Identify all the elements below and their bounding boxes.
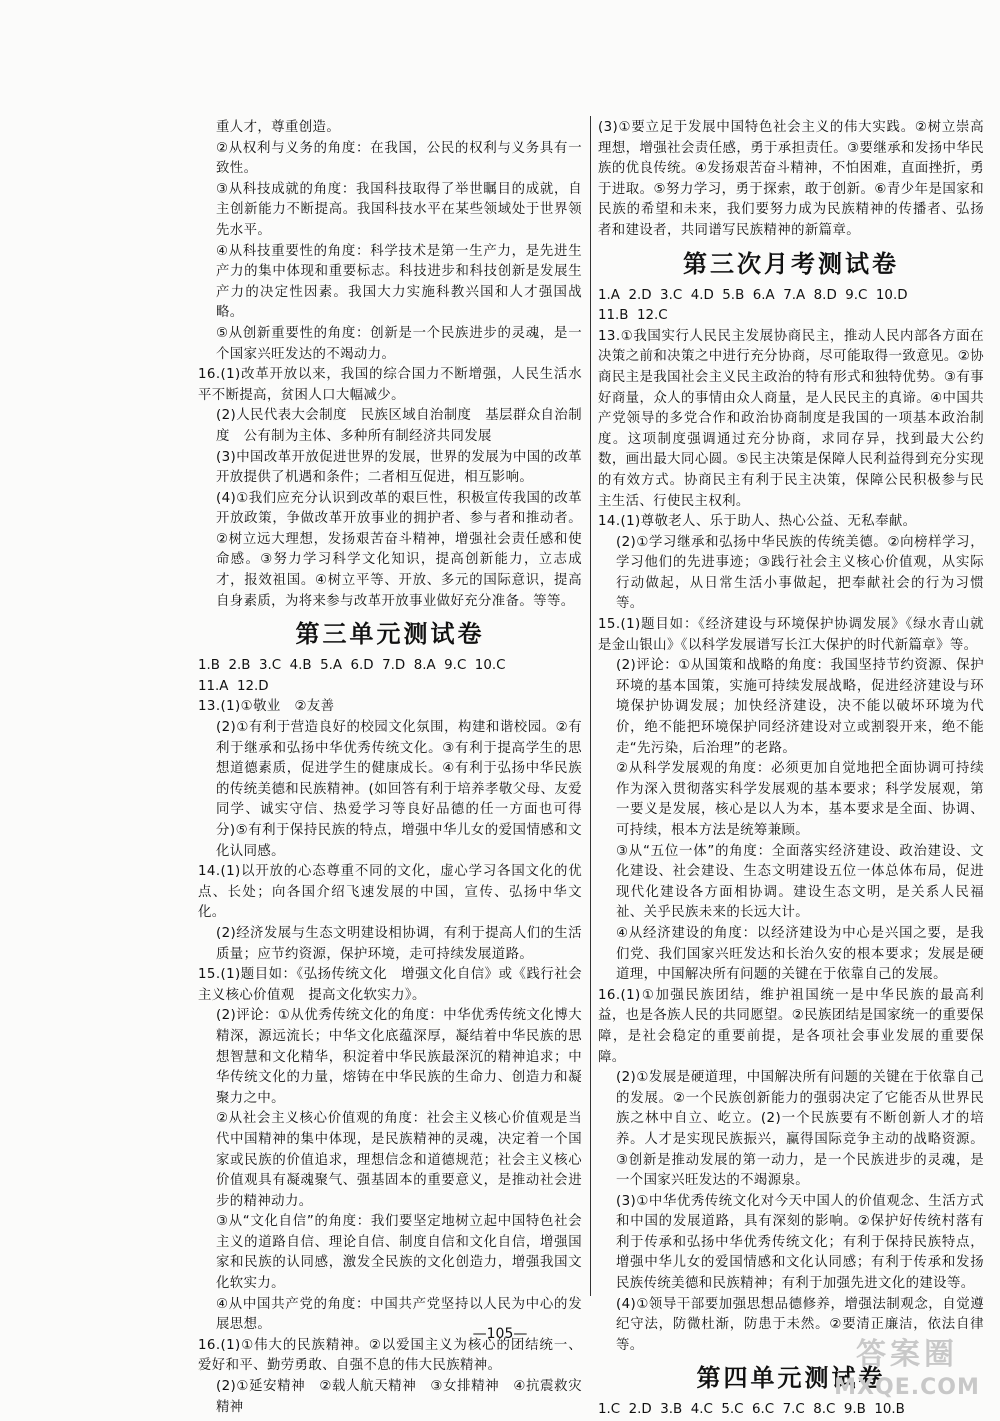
answer-key-line: 11.A 12.D <box>198 678 269 694</box>
paragraph: (4)①我们应充分认识到改革的艰巨性，积极宣传我国的改革开放政策，争做改革开放事业的拥护者、参与者和推动者。②树立远大理想，发扬艰苦奋斗精神，增强社会责任感和使命感。③努力学习科学文化知识，提高创新能力，立志成才，报效祖国。④树立平等、开放、多元的国际意识，提高自身素质，为将来参与改革开放事业做好充分准备。等等。 <box>216 490 582 609</box>
watermark-url: MXQE.COM <box>834 1375 980 1400</box>
paragraph: 重人才，尊重创造。 <box>216 120 341 135</box>
paragraph: (3)①中华优秀传统文化对今天中国人的价值观念、生活方式和中国的发展道路，具有深刻的影响。②保护好传统村落有利于传承和弘扬中华优秀传统文化；有利于保持民族特点，增强中华儿女的爱国情感和文化认同感；有利于传承和发扬民族传统美德和民族精神；有利于加强先进文化的建设等。 <box>616 1193 984 1292</box>
answer-key-line: 11.B 12.C <box>598 308 668 324</box>
paragraph: ②从权利与义务的角度：在我国，公民的权利与义务具有一致性。 <box>216 140 582 177</box>
paragraph: (2)评论：①从优秀传统文化的角度：中华优秀传统文化博大精深，源远流长；中华文化底蕴深厚，凝结着中华民族的思想智慧和文化精华，积淀着中华民族最深沉的精神追求；中华传统文化的力量，熔铸在中华民族的生命力、创造力和凝聚力之中。 <box>216 1008 582 1106</box>
paragraph: 16.(1)①伟大的民族精神。②以爱国主义为核心的团结统一、爱好和平、勤劳勇敢、自强不息的伟大民族精神。 <box>198 1337 582 1374</box>
right-column <box>598 118 984 1421</box>
paragraph: (2)①发展是硬道理，中国解决所有问题的关键在于依靠自己的发展。②一个民族创新能力的强弱决定了它能否从世界民族之林中自立、屹立。(2)一个民族要有不断创新人才的培养。人才是实现民族振兴，赢得国际竞争主动的战略资源。③创新是推动发展的第一动力，是一个民族进步的灵魂，是一个国家兴旺发达的不竭源泉。 <box>616 1070 984 1189</box>
answer-key-line: 1.A 2.D 3.C 4.D 5.B 6.A 7.A 8.D 9.C 10.D <box>598 287 908 303</box>
paragraph: (2)①学习继承和弘扬中华民族的传统美德。②向榜样学习，学习他们的先进事迹；③践行社会主义核心价值观，从实际行动做起，从日常生活小事做起，把奉献社会的行为习惯等。 <box>616 534 984 612</box>
section-heading-exam3: 第三次月考测试卷 <box>683 248 899 278</box>
section-heading-unit4: 第四单元测试卷 <box>696 1363 886 1393</box>
watermark-text: 答案圈 <box>856 1337 958 1372</box>
paragraph: ③从“文化自信”的角度：我们要坚定地树立起中国特色社会主义的道路自信、理论自信、制度自信和文化自信，增强国家和民族的认同感，激发全民族的文化创造力，增强我国文化软实力。 <box>216 1214 582 1292</box>
intro-block <box>198 118 582 365</box>
paragraph: 16.(1)①加强民族团结，维护祖国统一是中华民族的最高利益，也是各族人民的共同愿望。②民族团结是国家统一的重要保障，是社会稳定的重要前提，是各项社会事业发展的重要保障。 <box>598 987 984 1065</box>
question-16-block <box>198 365 582 612</box>
paragraph: (4)①领导干部要加强思想品德修养，增强法制观念，自觉遵纪守法，防微杜渐，防患于未然。②要清正廉洁，依法自律等。 <box>616 1296 984 1353</box>
paragraph: (3)中国改革开放促进世界的发展，世界的发展为中国的改革开放提供了机遇和条件；二者相互促进，相互影响。 <box>216 449 582 486</box>
left-column <box>198 118 582 1418</box>
paragraph: 14.(1)尊敬老人、乐于助人、热心公益、无私奉献。 <box>598 514 917 530</box>
paragraph: (2)①延安精神 ②载人航天精神 ③女排精神 ④抗震救灾精神 <box>216 1379 582 1415</box>
paragraph: 16.(1)改革开放以来，我国的综合国力不断增强，人民生活水平不断提高，贫困人口大幅减少。 <box>198 367 582 403</box>
watermark-logo <box>832 1336 982 1408</box>
paragraph: 13.(1)①敬业 ②友善 <box>198 699 335 715</box>
paragraph: ②从社会主义核心价值观的角度：社会主义核心价值观是当代中国精神的集中体现，是民族精神的灵魂，决定着一个国家或民族的价值追求，理想信念和道德规范；社会主义核心价值观具有凝魂聚气、强基固本的重要意义，是推动社会进步的精神动力。 <box>216 1111 582 1209</box>
paragraph: ⑤从创新重要性的角度：创新是一个民族进步的灵魂，是一个国家兴旺发达的不竭动力。 <box>216 325 582 362</box>
paragraph: (2)经济发展与生态文明建设相协调，有利于提高人们的生活质量；应节约资源，保护环境，走可持续发展道路。 <box>216 925 582 962</box>
paragraph: (3)①要立足于发展中国特色社会主义的伟大实践。②树立崇高理想，增强社会责任感，勇于承担责任。③要继承和发扬中华民族的优良传统。④发扬艰苦奋斗精神，不怕困难，直面挫折，勇于进取。⑤努力学习，勇于探索，敢于创新。⑥青少年是国家和民族的希望和未来，我们要努力成为民族精神的传播者、弘扬者和建设者，共同谱写民族精神的新篇章。 <box>598 120 984 238</box>
column-divider <box>590 116 591 1296</box>
paragraph: 15.(1)题目如：《弘扬传统文化 增强文化自信》或《践行社会主义核心价值观 提高文化软实力》。 <box>198 967 582 1003</box>
paragraph: ③从科技成就的角度：我国科技取得了举世瞩目的成就，自主创新能力不断提高。我国科技水平在某些领域处于世界领先水平。 <box>216 181 582 238</box>
paragraph: ③从“五位一体”的角度：全面落实经济建设、政治建设、文化建设、社会建设、生态文明建设五位一体总体布局，促进现代化建设各方面相协调。建设生态文明，是关系人民福祉、关乎民族未来的长远大计。 <box>616 843 984 921</box>
paragraph: (2)评论：①从国策和战略的角度：我国坚持节约资源、保护环境的基本国策，实施可持续发展战略，促进经济建设与环境保护协调发展；加快经济建设，决不能以破坏环境为代价，绝不能把环境保护同经济建设对立或割裂开来，绝不能走“先污染，后治理”的老路。 <box>616 658 984 756</box>
paragraph: (2)人民代表大会制度 民族区域自治制度 基层群众自治制度 公有制为主体、多种所有制经济共同发展 <box>216 408 582 444</box>
paragraph: (2)①有利于营造良好的校园文化氛围，构建和谐校园。②有利于继承和弘扬中华优秀传统文化。③有利于提高学生的思想道德素质，促进学生的健康成长。④有利于弘扬中华民族的传统美德和民族精神。(如回答有利于培养孝敬父母、友爱同学、诚实守信、热爱学习等良好品德的任一方面也可得分)⑤有利于保持民族的特点，增强中华儿女的爱国情感和文化认同感。 <box>216 720 582 859</box>
answer-key-line: 1.B 2.B 3.C 4.B 5.A 6.D 7.D 8.A 9.C 10.C <box>198 658 506 674</box>
paragraph: ④从科技重要性的角度：科学技术是第一生产力，是先进生产力的集中体现和重要标志。科技进步和科技创新是发展生产力的决定性因素。我国大力实施科教兴国和人才强国战略。 <box>216 243 582 321</box>
page-number: —105— <box>472 1326 528 1342</box>
paragraph: 13.①我国实行人民民主发展协商民主，推动人民内部各方面在决策之前和决策之中进行充分协商，尽可能取得一致意见。②协商民主是我国社会主义民主政治的特有形式和独特优势。③有事好商量，众人的事情由众人商量，是人民民主的真谛。④中国共产党领导的多党合作和政治协商制度是我国的一项基本政治制度。这项制度强调通过充分协商，求同存异，找到最大公约数，画出最大同心圆。⑤民主决策是保障人民利益得到充分实现的有效方式。协商民主有利于民主决策，保障公民积极参与民主生活、行使民主权利。 <box>598 328 984 509</box>
paragraph: ④从经济建设的角度：以经济建设为中心是兴国之要，是我们党、我们国家兴旺发达和长治久安的根本要求；发展是硬道理，中国解决所有问题的关键在于依靠自己的发展。 <box>616 925 984 983</box>
paragraph: ④从中国共产党的角度：中国共产党坚持以人民为中心的发展思想。 <box>216 1296 582 1333</box>
answer-key-line: 1.C 2.D 3.B 4.C 5.C 6.C 7.C 8.C 9.B 10.B <box>598 1402 905 1418</box>
paragraph: 14.(1)以开放的心态尊重不同的文化，虚心学习各国文化的优点、长处；向各国介绍飞速发展的中国，宣传、弘扬中华文化。 <box>198 864 582 921</box>
paragraph: 15.(1)题目如：《经济建设与环境保护协调发展》《绿水青山就是金山银山》《以科学发展谱写长江大保护的时代新篇章》等。 <box>598 617 984 653</box>
section-heading-unit3: 第三单元测试卷 <box>295 619 485 649</box>
paragraph: ②从科学发展观的角度：必须更加自觉地把全面协调可持续作为深入贯彻落实科学发展观的基本要求；科学发展观，第一要义是发展，核心是以人为本，基本要求是全面、协调、可持续，根本方法是统筹兼顾。 <box>616 761 984 838</box>
